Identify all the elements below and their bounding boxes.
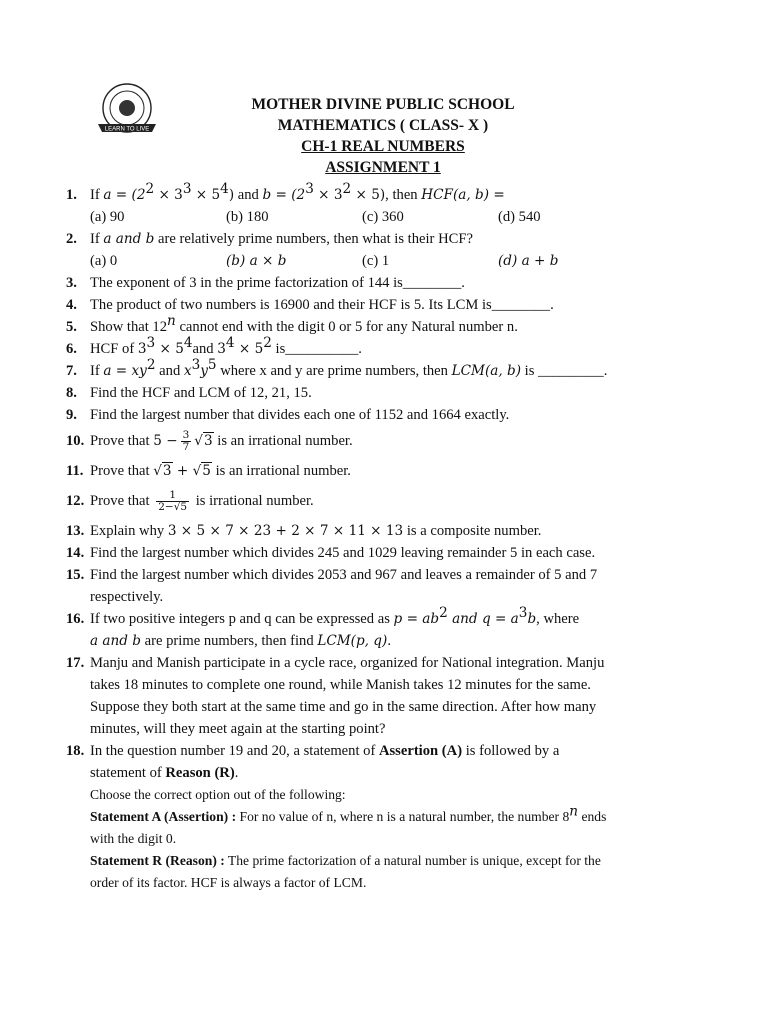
question-number: 13. (66, 523, 85, 539)
school-logo (92, 80, 162, 144)
question-list (66, 181, 706, 894)
question-number: 8. (66, 385, 77, 401)
question-text: If $a = (2^2 \times 3^3 \times 5^4)$ and $b = (2^3 \times 3^2 \times 5)$, then HCF(a, b) = (90, 181, 505, 203)
question-text: Prove that $\frac{1}{2-√5}$ is irrational number. (90, 489, 314, 514)
question-2 (66, 228, 706, 250)
question-2-options (66, 250, 706, 272)
logo-banner-text: LEARN TO LIVE (104, 126, 150, 133)
question-number: 4. (66, 297, 77, 313)
question-8 (66, 382, 706, 404)
question-10 (66, 426, 706, 456)
question-text: Find the largest number which divides 245 and 1029 leaving remainder 5 in each case. (90, 545, 596, 561)
question-number: 14. (66, 545, 85, 561)
option-a: (a) 0 (90, 253, 118, 269)
document-header (200, 94, 566, 178)
option-a: (a) 90 (90, 209, 125, 225)
question-12 (66, 486, 706, 516)
option-d: (d) a + b (498, 253, 559, 269)
question-3 (66, 272, 706, 294)
question-number: 2. (66, 231, 77, 247)
square-root: √5 (192, 463, 211, 479)
question-4 (66, 294, 706, 316)
question-number: 11. (66, 463, 84, 479)
question-number: 10. (66, 433, 85, 449)
question-16 (66, 605, 706, 652)
question-text: Explain why 3 × 5 × 7 × 23 + 2 × 7 × 11 × 13 is a composite number. (90, 523, 542, 539)
option-b: (b) a × b (226, 253, 287, 269)
question-text: Find the HCF and LCM of 12, 21, 15. (90, 385, 312, 401)
question-1 (66, 181, 706, 206)
question-text: Find the largest number that divides each one of 1152 and 1664 exactly. (90, 407, 510, 423)
fraction: $\frac{3}{7}$ (182, 429, 190, 454)
question-text: Show that 12$^n$ cannot end with the digit 0 or 5 for any Natural number n. (90, 313, 518, 335)
question-9 (66, 404, 706, 426)
question-number: 12. (66, 493, 85, 509)
question-7 (66, 357, 706, 382)
option-b: (b) 180 (226, 209, 269, 225)
question-number: 15. (66, 567, 85, 583)
question-number: 5. (66, 319, 77, 335)
question-text: Prove that 5 − $\frac{3}{7}$ √3 is an irrational number. (90, 429, 353, 454)
question-text: Prove that √3 + √5 is an irrational number. (90, 463, 351, 479)
question-text: The exponent of 3 in the prime factorization of 144 is________. (90, 275, 465, 291)
option-d: (d) 540 (498, 209, 541, 225)
question-number: 7. (66, 363, 77, 379)
question-text: Find the largest number which divides 2053 and 967 and leaves a remainder of 5 and 7 respectively. (90, 567, 598, 605)
question-number: 1. (66, 187, 77, 203)
question-5 (66, 313, 706, 338)
question-number: 3. (66, 275, 77, 291)
option-c: (c) 1 (362, 253, 390, 269)
question-number: 16. (66, 611, 85, 627)
question-number: 18. (66, 743, 85, 759)
question-text: In the question number 19 and 20, a statement of Assertion (A) is followed by a statement of Reason (R). Choose the correct option out of the following: Statement A (Assertion) : For no value of n, where n is a natural number, the number 8$^n$ ends with the digit 0. Statement R (Reason) : The prime factorization of a natural number is unique, except for the order of its factor. HCF is always a factor of LCM. (90, 743, 607, 890)
question-6 (66, 335, 706, 360)
square-root: √3 (194, 433, 213, 449)
question-17 (66, 652, 706, 740)
question-1-options (66, 206, 706, 228)
question-18 (66, 740, 706, 894)
square-root: √3 (153, 463, 172, 479)
option-c: (c) 360 (362, 209, 404, 225)
question-text: HCF of $3^3 \times 5^4and$ $3^4 \times 5^2$ is__________. (90, 335, 362, 357)
fraction: $\frac{1}{2-√5}$ (158, 489, 188, 514)
question-13 (66, 520, 706, 542)
question-text: If two positive integers p and q can be expressed as $p = ab^2$ and $q = a^3b$, where a and b are prime numbers, then find LCM(p, q). (90, 605, 580, 649)
question-number: 17. (66, 655, 85, 671)
question-14 (66, 542, 706, 564)
question-text: If $a = xy^2$ and $x^3y^5$ where x and y are prime numbers, then LCM(a, b) is _________. (90, 357, 608, 379)
chapter-title: CH-1 REAL NUMBERS (301, 138, 465, 155)
assignment-title: ASSIGNMENT 1 (325, 159, 441, 176)
question-number: 6. (66, 341, 77, 357)
question-11 (66, 456, 706, 486)
question-15 (66, 564, 706, 608)
subject-title: MATHEMATICS ( CLASS- X ) (277, 117, 489, 134)
question-text: The product of two numbers is 16900 and their HCF is 5. Its LCM is________. (90, 297, 554, 313)
question-text: If a and b are relatively prime numbers, then what is their HCF? (90, 231, 473, 247)
school-name: MOTHER DIVINE PUBLIC SCHOOL (251, 96, 515, 113)
question-number: 9. (66, 407, 77, 423)
question-text: Manju and Manish participate in a cycle race, organized for National integration. Manju takes 18 minutes to complete one round, while Manish takes 12 minutes for the same. Suppose they both start at the same time and go in the same direction. After how many minutes, will they meet again at the starting point? (90, 655, 605, 737)
